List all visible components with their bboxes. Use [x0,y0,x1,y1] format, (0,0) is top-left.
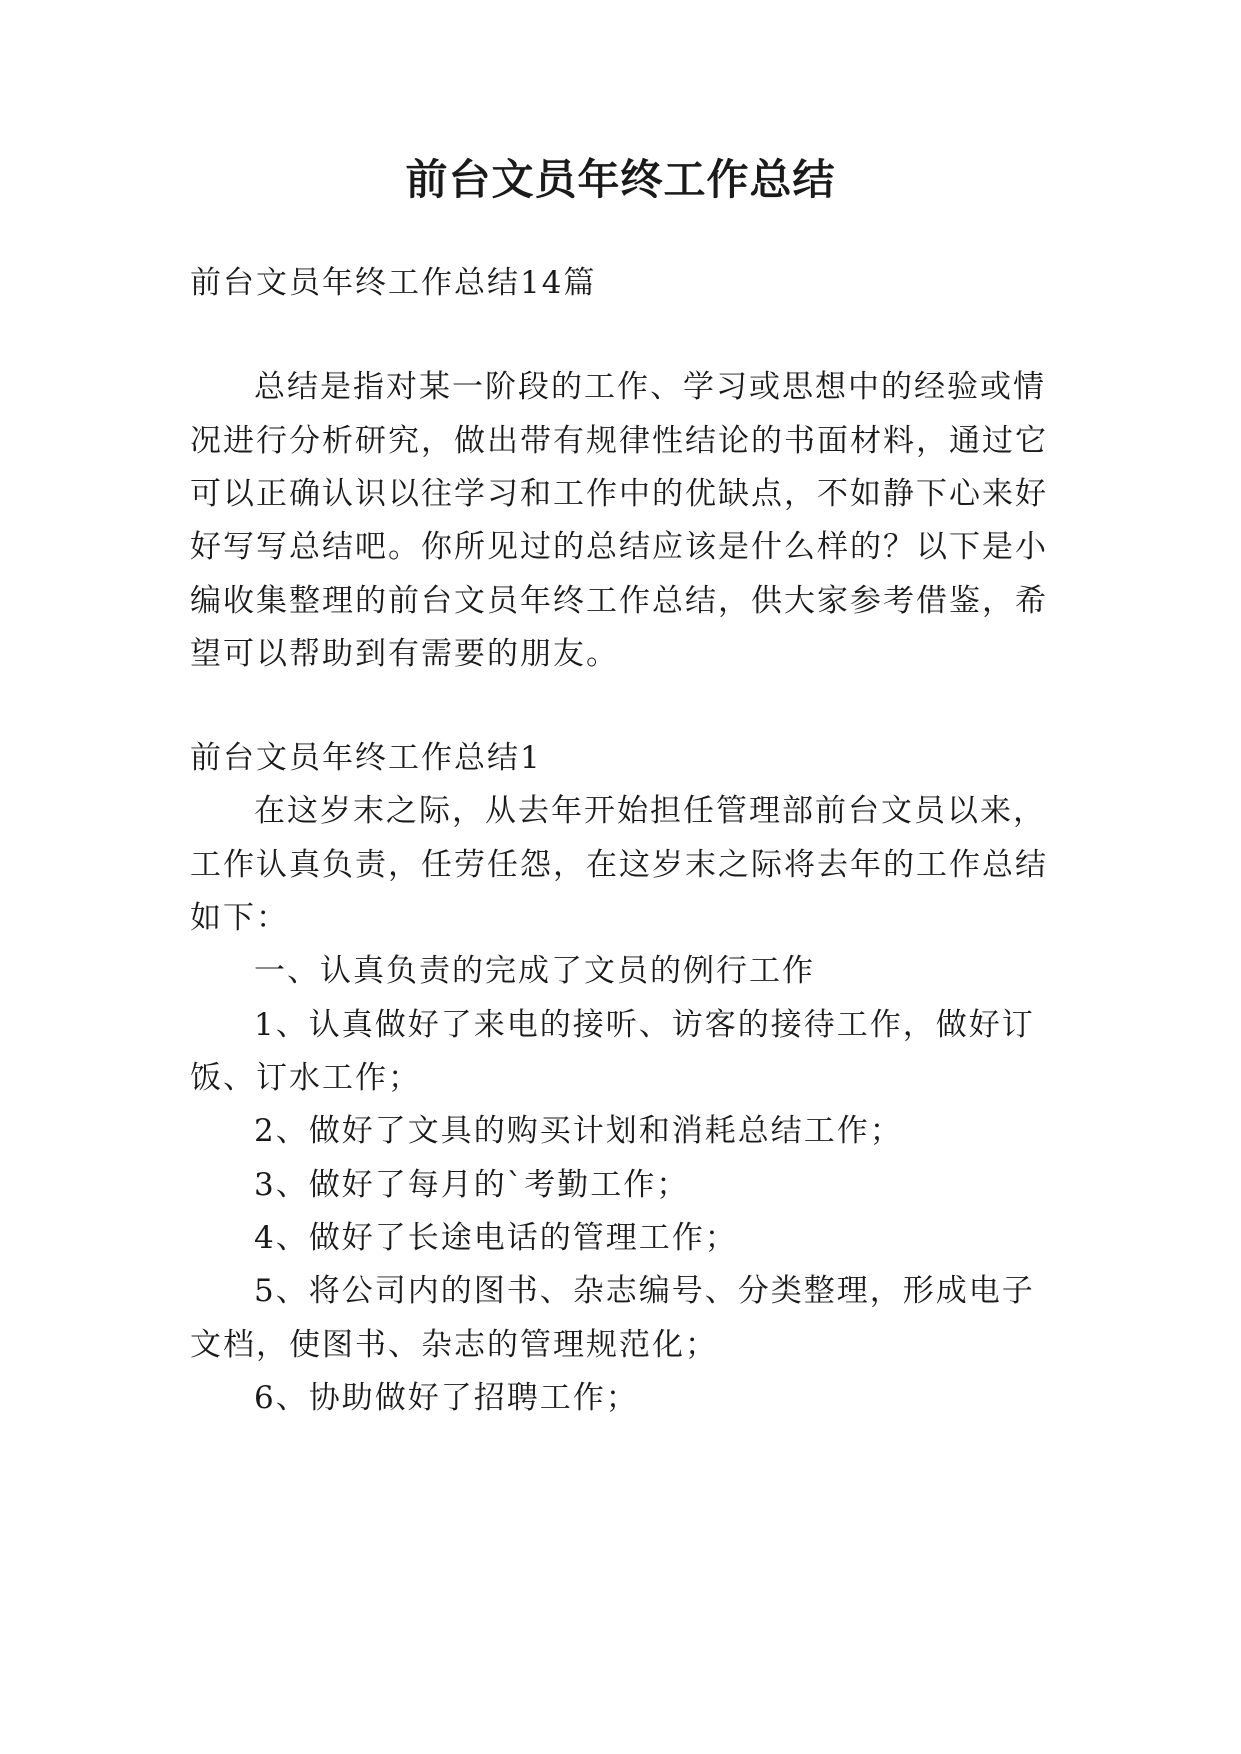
list-heading: 一、认真负责的完成了文员的例行工作 [254,953,815,989]
list-item: 5、将公司内的图书、杂志编号、分类整理，形成电子 [254,1273,1035,1309]
intro-line: 总结是指对某一阶段的工作、学习或思想中的经验或情 [254,369,1046,405]
intro-line: 编收集整理的前台文员年终工作总结，供大家参考借鉴，希 [190,583,1048,619]
body-line: 在这岁末之际，从去年开始担任管理部前台文员以来， [254,793,1046,829]
list-item: 4、做好了长途电话的管理工作； [254,1220,738,1256]
intro-line: 好写写总结吧。你所见过的总结应该是什么样的？以下是小 [190,529,1048,565]
document-subtitle: 前台文员年终工作总结14篇 [190,265,597,301]
list-item-continuation: 文档，使图书、杂志的管理规范化； [190,1327,718,1363]
list-item: 2、做好了文具的购买计划和消耗总结工作； [254,1113,903,1149]
list-item-continuation: 饭、订水工作； [190,1060,421,1096]
section-heading: 前台文员年终工作总结1 [190,740,542,776]
list-item: 1、认真做好了来电的接听、访客的接待工作，做好订 [254,1007,1035,1043]
document-title: 前台文员年终工作总结 [405,155,836,204]
intro-line: 况进行分析研究，做出带有规律性结论的书面材料，通过它 [190,423,1048,459]
body-line: 如下： [190,900,289,936]
body-line: 工作认真负责，任劳任怨，在这岁末之际将去年的工作总结 [190,847,1048,883]
list-item: 3、做好了每月的`考勤工作； [254,1167,690,1203]
intro-line: 望可以帮助到有需要的朋友。 [190,636,619,672]
list-item: 6、协助做好了招聘工作； [254,1380,639,1416]
intro-line: 可以正确认识以往学习和工作中的优缺点，不如静下心来好 [190,476,1048,512]
